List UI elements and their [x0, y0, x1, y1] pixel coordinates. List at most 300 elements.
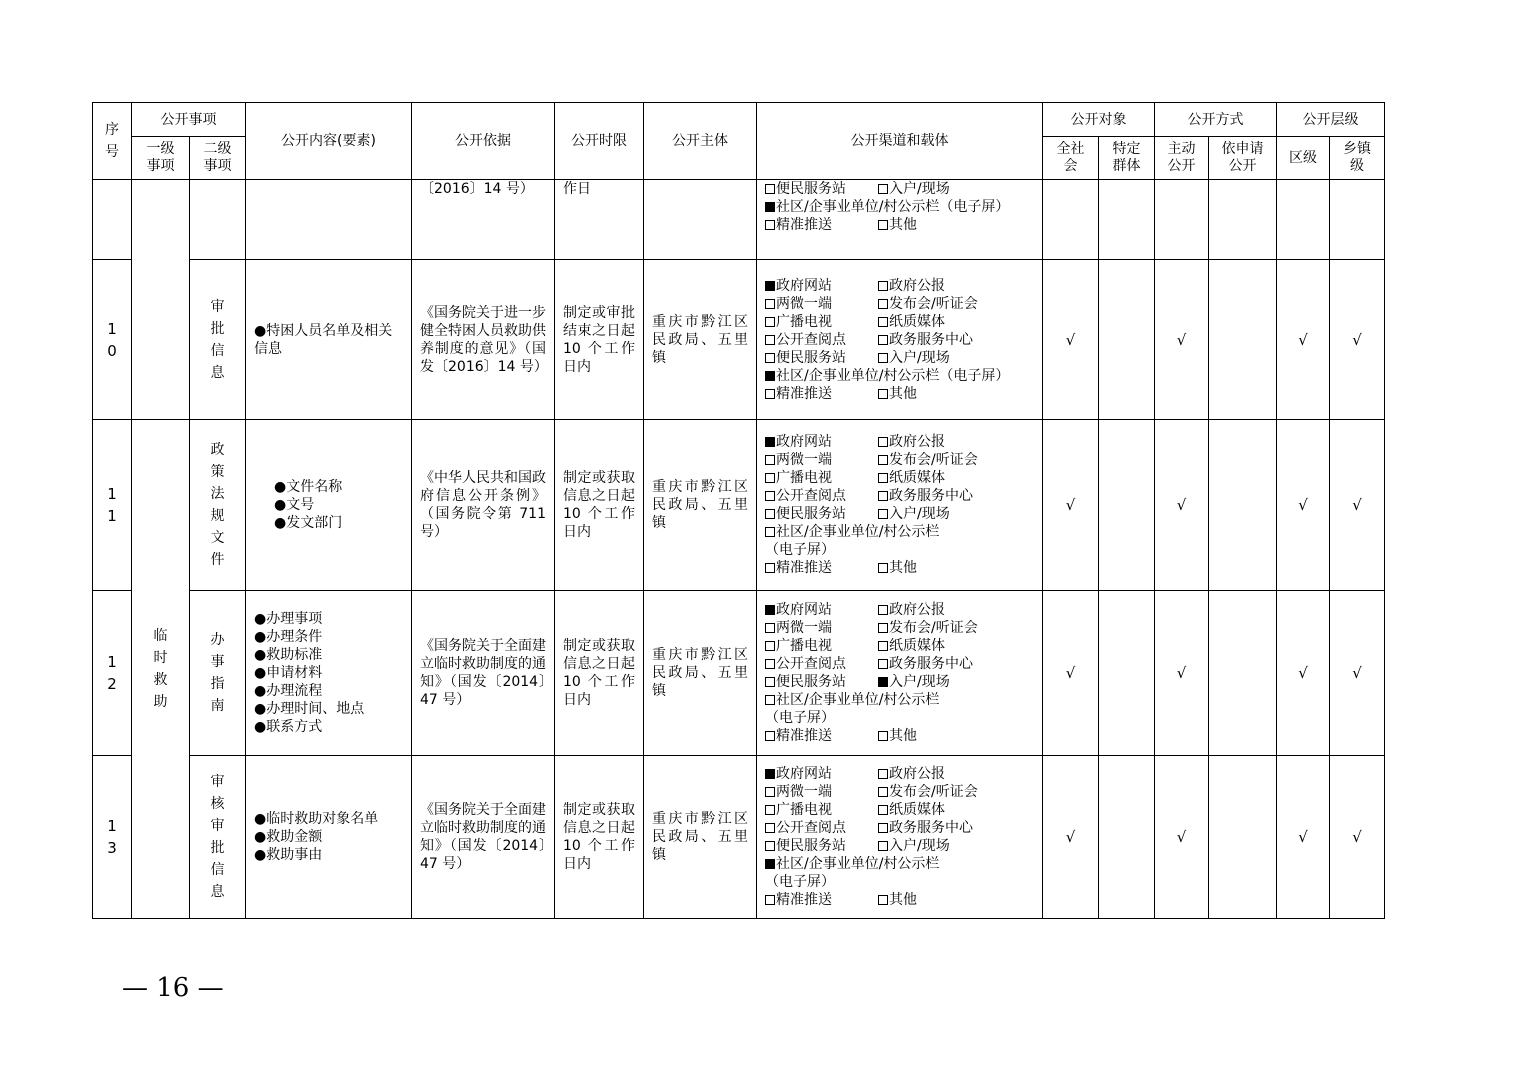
- unchecked-box-icon: [878, 473, 888, 483]
- deadline-cell: 制定或获取信息之日起 10 个工作日内: [555, 591, 644, 756]
- channel-line: [765, 367, 1034, 385]
- channel-label: （电子屏）: [765, 542, 835, 558]
- table-row: [93, 420, 1385, 591]
- content-item: ●文号: [274, 497, 315, 513]
- channel-option: [765, 451, 878, 469]
- channel-option: [765, 180, 878, 198]
- channels-cell: [757, 756, 1043, 919]
- header-mode: 公开方式: [1155, 103, 1277, 137]
- channel-label: 入户/现场: [889, 181, 950, 197]
- header-level2: 二级事项: [190, 137, 246, 180]
- basis-cell: 〔2016〕14 号）: [412, 180, 555, 260]
- unchecked-box-icon: [765, 677, 775, 687]
- header-deadline: 公开时限: [555, 103, 644, 180]
- unchecked-box-icon: [765, 299, 775, 309]
- on-apply-cell: [1209, 591, 1277, 756]
- specific-group-cell: [1099, 260, 1155, 420]
- unchecked-box-icon: [878, 335, 888, 345]
- header-level-district: 区级: [1277, 137, 1330, 180]
- channel-label: 广播电视: [776, 313, 832, 330]
- unchecked-box-icon: [765, 659, 775, 669]
- channel-option: [765, 505, 878, 523]
- specific-group-cell: [1099, 591, 1155, 756]
- channel-label: 入户/现场: [889, 674, 950, 690]
- channel-option: [878, 313, 945, 331]
- channel-label: 政府公报: [889, 766, 945, 782]
- channel-label: 两微一端: [776, 452, 832, 468]
- unchecked-box-icon: [878, 641, 888, 651]
- unchecked-box-icon: [878, 281, 888, 291]
- channel-option: [878, 385, 917, 403]
- channel-label: 政府公报: [889, 602, 945, 618]
- channel-option: [765, 691, 939, 709]
- channel-label: 发布会/听证会: [889, 620, 978, 636]
- channel-label: 纸质媒体: [889, 470, 945, 486]
- channel-label: 政府公报: [889, 277, 945, 294]
- channel-option: [878, 295, 978, 313]
- unchecked-box-icon: [878, 455, 888, 465]
- channel-option: [765, 295, 878, 313]
- table-row-continued: [93, 180, 1385, 260]
- channel-line: [765, 349, 1034, 367]
- unchecked-box-icon: [878, 787, 888, 797]
- town-cell: √: [1330, 420, 1385, 591]
- channel-option: [878, 891, 917, 909]
- channel-label: 公开查阅点: [776, 331, 846, 348]
- channel-label: 社区/企事业单位/村公示栏（电子屏）: [776, 199, 1010, 215]
- all-society-cell: √: [1043, 591, 1099, 756]
- channel-option: [878, 180, 950, 198]
- channel-label: 纸质媒体: [889, 313, 945, 330]
- channel-option: [878, 487, 973, 505]
- channel-line: [765, 216, 1034, 234]
- channel-label: 发布会/听证会: [889, 784, 978, 800]
- channel-option: [765, 891, 878, 909]
- channel-label: 其他: [889, 560, 917, 576]
- channel-line: [765, 837, 1034, 855]
- channel-option: [765, 801, 878, 819]
- channel-line: [765, 855, 1034, 873]
- channel-label: 发布会/听证会: [889, 452, 978, 468]
- unchecked-box-icon: [878, 623, 888, 633]
- deadline-cell: 制定或获取信息之日起 10 个工作日内: [555, 756, 644, 919]
- content-item: ●救助金额: [254, 829, 323, 845]
- unchecked-box-icon: [878, 659, 888, 669]
- all-society-cell: √: [1043, 260, 1099, 420]
- channel-label: 政府网站: [776, 277, 832, 294]
- unchecked-box-icon: [765, 623, 775, 633]
- channel-label: 发布会/听证会: [889, 295, 978, 312]
- unchecked-box-icon: [878, 299, 888, 309]
- unchecked-box-icon: [765, 841, 775, 851]
- channels-cell: [757, 420, 1043, 591]
- channel-line: [765, 505, 1034, 523]
- district-cell: √: [1277, 260, 1330, 420]
- channel-option: [765, 487, 878, 505]
- channel-option: [765, 541, 835, 559]
- content-item: ●临时救助对象名单: [254, 811, 379, 827]
- channel-line: [765, 709, 1034, 727]
- channel-line: [765, 637, 1034, 655]
- channel-option: [878, 331, 973, 349]
- channels-cell: [757, 591, 1043, 756]
- unchecked-box-icon: [878, 389, 888, 399]
- content-list: [274, 478, 411, 532]
- header-mode-active: 主动公开: [1155, 137, 1209, 180]
- unchecked-box-icon: [878, 437, 888, 447]
- district-cell: √: [1277, 591, 1330, 756]
- header-mode-apply: 依申请公开: [1209, 137, 1277, 180]
- channel-option: [878, 559, 917, 577]
- content-item: ●办理事项: [254, 611, 323, 627]
- checked-box-icon: [765, 202, 775, 212]
- channel-label: 广播电视: [776, 470, 832, 486]
- unchecked-box-icon: [765, 695, 775, 705]
- channel-line: [765, 385, 1034, 403]
- channels-list: [765, 601, 1034, 745]
- channel-line: [765, 541, 1034, 559]
- specific-group-cell: [1099, 420, 1155, 591]
- active-cell: √: [1155, 260, 1209, 420]
- channel-line: [765, 451, 1034, 469]
- unchecked-box-icon: [878, 895, 888, 905]
- channel-line: [765, 487, 1034, 505]
- header-item: 公开事项: [132, 103, 246, 137]
- unchecked-box-icon: [765, 895, 775, 905]
- on-apply-cell: [1209, 420, 1277, 591]
- checked-box-icon: [765, 281, 775, 291]
- content-list: [254, 810, 403, 864]
- channel-line: [765, 619, 1034, 637]
- channel-label: 便民服务站: [776, 838, 846, 854]
- header-content: 公开内容(要素): [246, 103, 412, 180]
- channel-line: [765, 801, 1034, 819]
- header-level: 公开层级: [1277, 103, 1385, 137]
- active-cell: √: [1155, 756, 1209, 919]
- unchecked-box-icon: [765, 317, 775, 327]
- channel-label: 精准推送: [776, 728, 832, 744]
- content-item: ●联系方式: [254, 719, 323, 735]
- channels-list: [765, 277, 1034, 403]
- channel-label: 便民服务站: [776, 674, 846, 690]
- checked-box-icon: [878, 677, 888, 687]
- seq-cell: [93, 180, 132, 260]
- channel-option: [765, 385, 878, 403]
- seq-cell: 13: [93, 756, 132, 919]
- channel-line: [765, 819, 1034, 837]
- channel-label: 入户/现场: [889, 838, 950, 854]
- content-item: ●申请材料: [254, 665, 323, 681]
- level1-cell: 临时救助: [132, 420, 190, 919]
- content-item: ●办理时间、地点: [254, 701, 365, 717]
- level2-cell: 办事指南: [190, 591, 246, 756]
- channel-option: [878, 837, 950, 855]
- channel-label: 精准推送: [776, 892, 832, 908]
- content-cell: [246, 756, 412, 919]
- channel-option: [765, 727, 878, 745]
- channel-option: [878, 801, 945, 819]
- all-society-cell: √: [1043, 756, 1099, 919]
- unchecked-box-icon: [765, 823, 775, 833]
- channels-list: [765, 433, 1034, 577]
- basis-cell: 《国务院关于进一步健全特困人员救助供养制度的意见》（国发〔2016〕14 号）: [412, 260, 555, 420]
- subject-cell: [644, 180, 757, 260]
- channel-line: [765, 277, 1034, 295]
- channel-option: [878, 469, 945, 487]
- seq-cell: 12: [93, 591, 132, 756]
- channel-label: 两微一端: [776, 295, 832, 312]
- header-level1: 一级事项: [132, 137, 190, 180]
- checked-box-icon: [765, 859, 775, 869]
- content-item: ●发文部门: [274, 515, 343, 531]
- channel-option: [765, 313, 878, 331]
- channel-line: [765, 783, 1034, 801]
- content-cell: [246, 180, 412, 260]
- unchecked-box-icon: [878, 317, 888, 327]
- channel-line: [765, 180, 1034, 198]
- level2-cell: [190, 180, 246, 260]
- channels-list: [765, 180, 1034, 234]
- unchecked-box-icon: [765, 731, 775, 741]
- channel-label: 其他: [889, 385, 917, 402]
- channel-option: [765, 637, 878, 655]
- channel-option: [765, 837, 878, 855]
- channel-option: [765, 819, 878, 837]
- header-level-town: 乡镇级: [1330, 137, 1385, 180]
- active-cell: √: [1155, 591, 1209, 756]
- checked-box-icon: [765, 371, 775, 381]
- channel-option: [765, 367, 1009, 385]
- content-cell: [246, 260, 412, 420]
- channel-line: [765, 655, 1034, 673]
- channel-label: 政务服务中心: [889, 488, 973, 504]
- channel-option: [878, 655, 973, 673]
- unchecked-box-icon: [878, 563, 888, 573]
- channel-option: [878, 601, 945, 619]
- channel-option: [765, 709, 835, 727]
- channel-label: 社区/企事业单位/村公示栏: [776, 524, 940, 540]
- checked-box-icon: [765, 769, 775, 779]
- on-apply-cell: [1209, 260, 1277, 420]
- channel-label: 精准推送: [776, 560, 832, 576]
- unchecked-box-icon: [878, 509, 888, 519]
- channel-option: [765, 523, 939, 541]
- channel-label: （电子屏）: [765, 874, 835, 890]
- unchecked-box-icon: [878, 769, 888, 779]
- checked-box-icon: [765, 605, 775, 615]
- unchecked-box-icon: [765, 353, 775, 363]
- channel-label: 精准推送: [776, 217, 832, 233]
- unchecked-box-icon: [765, 787, 775, 797]
- level1-cell: [132, 180, 190, 420]
- unchecked-box-icon: [765, 563, 775, 573]
- channel-option: [765, 349, 878, 367]
- channel-option: [765, 559, 878, 577]
- level2-cell: 政策法规文件: [190, 420, 246, 591]
- channel-label: 精准推送: [776, 385, 832, 402]
- town-cell: √: [1330, 260, 1385, 420]
- content-item: ●办理流程: [254, 683, 323, 699]
- channel-label: 便民服务站: [776, 349, 846, 366]
- header-subject: 公开主体: [644, 103, 757, 180]
- header-basis: 公开依据: [412, 103, 555, 180]
- all-society-cell: √: [1043, 420, 1099, 591]
- unchecked-box-icon: [878, 184, 888, 194]
- channel-option: [765, 469, 878, 487]
- channel-label: 广播电视: [776, 638, 832, 654]
- channel-line: [765, 295, 1034, 313]
- on-apply-cell: [1209, 756, 1277, 919]
- channel-line: [765, 331, 1034, 349]
- channel-option: [878, 349, 950, 367]
- channel-label: 两微一端: [776, 784, 832, 800]
- unchecked-box-icon: [878, 823, 888, 833]
- content-item: ●办理条件: [254, 629, 323, 645]
- channels-cell: [757, 180, 1043, 260]
- header-seq: 序号: [93, 103, 132, 180]
- channel-option: [878, 637, 945, 655]
- disclosure-table: [92, 102, 1385, 919]
- unchecked-box-icon: [765, 509, 775, 519]
- table-row: [93, 591, 1385, 756]
- unchecked-box-icon: [765, 473, 775, 483]
- channel-option: [765, 601, 878, 619]
- deadline-cell: 制定或审批结束之日起 10 个工作日内: [555, 260, 644, 420]
- channel-line: [765, 673, 1034, 691]
- active-cell: √: [1155, 420, 1209, 591]
- channel-option: [878, 619, 978, 637]
- channel-label: 公开查阅点: [776, 656, 846, 672]
- channel-label: 政务服务中心: [889, 656, 973, 672]
- table-row: [93, 756, 1385, 919]
- channel-label: （电子屏）: [765, 710, 835, 726]
- unchecked-box-icon: [765, 527, 775, 537]
- channel-label: 政府网站: [776, 766, 832, 782]
- channel-label: 其他: [889, 728, 917, 744]
- channel-label: 入户/现场: [889, 506, 950, 522]
- channel-label: 政务服务中心: [889, 820, 973, 836]
- content-list: [254, 610, 403, 736]
- channel-option: [765, 673, 878, 691]
- channel-option: [765, 855, 939, 873]
- seq-cell: 10: [93, 260, 132, 420]
- unchecked-box-icon: [878, 605, 888, 615]
- unchecked-box-icon: [878, 491, 888, 501]
- unchecked-box-icon: [765, 184, 775, 194]
- channel-option: [878, 505, 950, 523]
- deadline-cell: 制定或获取信息之日起 10 个工作日内: [555, 420, 644, 591]
- channel-line: [765, 727, 1034, 745]
- content-list: [254, 322, 403, 358]
- subject-cell: 重庆市黔江区民政局、五里镇: [644, 420, 757, 591]
- channel-option: [765, 619, 878, 637]
- unchecked-box-icon: [765, 335, 775, 345]
- channel-option: [878, 765, 945, 783]
- channel-option: [878, 819, 973, 837]
- subject-cell: 重庆市黔江区民政局、五里镇: [644, 756, 757, 919]
- header-target-group: 特定群体: [1099, 137, 1155, 180]
- channel-line: [765, 523, 1034, 541]
- channel-line: [765, 601, 1034, 619]
- channel-label: 社区/企事业单位/村公示栏: [776, 856, 940, 872]
- content-item: ●救助事由: [254, 847, 323, 863]
- content-item: ●特困人员名单及相关信息: [254, 322, 393, 357]
- channel-option: [765, 433, 878, 451]
- content-item: ●文件名称: [274, 479, 343, 495]
- channel-label: 政府网站: [776, 602, 832, 618]
- town-cell: √: [1330, 756, 1385, 919]
- seq-cell: 11: [93, 420, 132, 591]
- channel-line: [765, 691, 1034, 709]
- channel-option: [878, 451, 978, 469]
- content-cell: [246, 420, 412, 591]
- district-cell: √: [1277, 756, 1330, 919]
- channel-label: 便民服务站: [776, 506, 846, 522]
- channel-line: [765, 433, 1034, 451]
- checked-box-icon: [765, 437, 775, 447]
- channel-line: [765, 765, 1034, 783]
- town-cell: √: [1330, 591, 1385, 756]
- unchecked-box-icon: [765, 641, 775, 651]
- unchecked-box-icon: [878, 731, 888, 741]
- page-number: — 16 —: [122, 973, 224, 1003]
- channel-option: [878, 727, 917, 745]
- channel-label: 社区/企事业单位/村公示栏: [776, 692, 940, 708]
- channel-label: 政府网站: [776, 434, 832, 450]
- channel-option: [878, 277, 945, 295]
- content-cell: [246, 591, 412, 756]
- channel-option: [765, 765, 878, 783]
- channel-line: [765, 198, 1034, 216]
- basis-cell: 《国务院关于全面建立临时救助制度的通知》（国发〔2014〕47 号）: [412, 591, 555, 756]
- level2-cell: 审批信息: [190, 260, 246, 420]
- subject-cell: 重庆市黔江区民政局、五里镇: [644, 260, 757, 420]
- channel-line: [765, 559, 1034, 577]
- channel-label: 其他: [889, 217, 917, 233]
- level2-cell: 审核审批信息: [190, 756, 246, 919]
- unchecked-box-icon: [878, 841, 888, 851]
- channel-label: 政务服务中心: [889, 331, 973, 348]
- header-target: 公开对象: [1043, 103, 1155, 137]
- channel-option: [765, 198, 1009, 216]
- channel-label: 公开查阅点: [776, 488, 846, 504]
- header-channels: 公开渠道和载体: [757, 103, 1043, 180]
- unchecked-box-icon: [765, 491, 775, 501]
- deadline-cell: 作日: [555, 180, 644, 260]
- subject-cell: 重庆市黔江区民政局、五里镇: [644, 591, 757, 756]
- channel-option: [765, 331, 878, 349]
- channel-label: 入户/现场: [889, 349, 950, 366]
- channel-option: [765, 655, 878, 673]
- channel-option: [878, 433, 945, 451]
- table-row: [93, 260, 1385, 420]
- channel-option: [878, 216, 917, 234]
- content-item: ●救助标准: [254, 647, 323, 663]
- channel-line: [765, 873, 1034, 891]
- channel-line: [765, 469, 1034, 487]
- channel-label: 便民服务站: [776, 181, 846, 197]
- channel-option: [878, 783, 978, 801]
- channel-label: 其他: [889, 892, 917, 908]
- channel-option: [765, 783, 878, 801]
- channels-cell: [757, 260, 1043, 420]
- unchecked-box-icon: [878, 220, 888, 230]
- channel-option: [878, 673, 950, 691]
- channel-label: 政府公报: [889, 434, 945, 450]
- specific-group-cell: [1099, 756, 1155, 919]
- channel-label: 两微一端: [776, 620, 832, 636]
- channel-label: 纸质媒体: [889, 802, 945, 818]
